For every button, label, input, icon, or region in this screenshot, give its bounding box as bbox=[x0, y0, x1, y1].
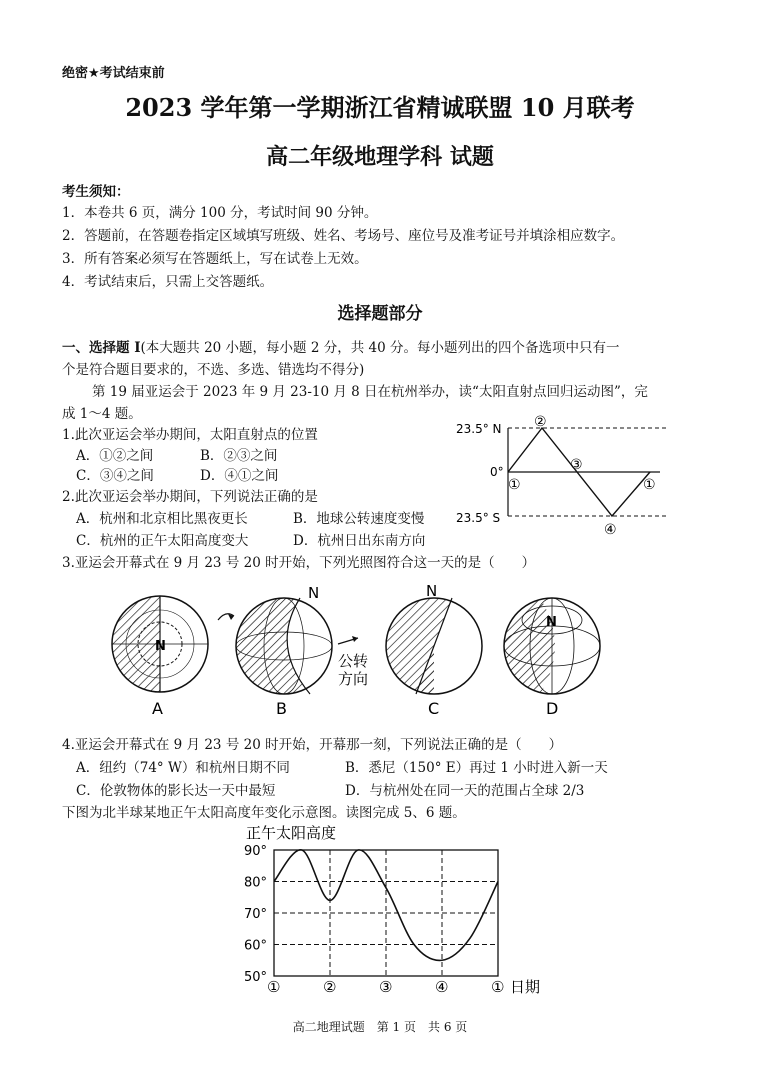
q2-option-b: B．地球公转速度变慢 bbox=[293, 511, 425, 527]
globe-c-north: N bbox=[426, 582, 438, 600]
q4-option-b: B．悉尼（150° E）再过 1 小时进入新一天 bbox=[345, 760, 608, 776]
notice-item: 3．所有答案必须写在答题纸上，写在试卷上无效。 bbox=[62, 251, 368, 267]
q1-option-d: D．④①之间 bbox=[200, 468, 279, 484]
intro-text-2: 成 1～4 题。 bbox=[62, 406, 142, 422]
q4-option-c: C．伦敦物体的影长达一天中最短 bbox=[76, 783, 276, 799]
globe-a-north: N bbox=[155, 639, 166, 654]
part-desc-line2: 个是符合题目要求的，不选、多选、错选均不得分) bbox=[62, 362, 365, 378]
y-tick-label: 90° bbox=[244, 844, 268, 859]
y-tick-label: 80° bbox=[244, 875, 268, 891]
x-tick-label: ③ bbox=[379, 978, 393, 996]
noon-sun-altitude-chart bbox=[236, 822, 566, 1002]
y-tick-label: 50° bbox=[244, 970, 268, 985]
revolution-label-2: 方向 bbox=[338, 670, 369, 688]
point-3: ③ bbox=[570, 457, 583, 473]
part-desc-text: (本大题共 20 小题，每小题 2 分，共 40 分。每小题列出的四个备选项中只有一 bbox=[140, 340, 620, 356]
notice-item: 2．答题前，在答题卷指定区域填写班级、姓名、考场号、座位号及准考证号并填涂相应数字。 bbox=[62, 228, 625, 244]
illumination-figures bbox=[100, 580, 620, 720]
lat-north-label: 23.5° N bbox=[456, 422, 502, 436]
notice-heading: 考生须知： bbox=[62, 184, 130, 200]
globe-a-label: A bbox=[152, 699, 163, 718]
q4-option-d: D．与杭州处在同一天的范围占全球 2/3 bbox=[345, 783, 585, 799]
x-tick-label: ② bbox=[323, 978, 337, 996]
point-1-left: ① bbox=[508, 477, 521, 493]
y-tick-label: 70° bbox=[244, 907, 268, 922]
point-1-right: ① bbox=[643, 477, 656, 493]
globe-d bbox=[504, 598, 620, 694]
q2-option-d: D．杭州日出东南方向 bbox=[293, 533, 426, 549]
q1-option-b: B．②③之间 bbox=[200, 448, 278, 464]
q2-option-c: C．杭州的正午太阳高度变大 bbox=[76, 533, 249, 549]
globe-d-label: D bbox=[546, 699, 559, 718]
point-2: ② bbox=[534, 414, 547, 430]
part-label: 一、选择题 I bbox=[62, 340, 141, 356]
globe-b-label: B bbox=[276, 699, 287, 718]
point-4: ④ bbox=[604, 522, 617, 538]
globe-b-north: N bbox=[308, 584, 320, 602]
chart-xlabel: 日期 bbox=[510, 978, 541, 996]
q1-option-c: C．③④之间 bbox=[76, 468, 154, 484]
q2-option-a: A．杭州和北京相比黑夜更长 bbox=[76, 511, 248, 527]
q1-stem: 1.此次亚运会举办期间，太阳直射点的位置 bbox=[62, 427, 318, 443]
part-description bbox=[62, 336, 619, 356]
q4-stem: 4.亚运会开幕式在 9 月 23 号 20 时开始，开幕那一刻，下列说法正确的是（ ） bbox=[62, 737, 563, 753]
secret-label: 绝密★考试结束前 bbox=[62, 66, 165, 81]
q1-option-a: A．①②之间 bbox=[76, 448, 154, 464]
lat-equator-label: 0° bbox=[490, 465, 504, 479]
section-title: 选择题部分 bbox=[337, 304, 423, 324]
notice-item: 1．本卷共 6 页，满分 100 分，考试时间 90 分钟。 bbox=[62, 205, 378, 221]
x-tick-label: ④ bbox=[435, 978, 449, 996]
notice-item: 4．考试结束后，只需上交答题纸。 bbox=[62, 274, 274, 290]
q3-stem: 3.亚运会开幕式在 9 月 23 号 20 时开始，下列光照图符合这一天的是（ ） bbox=[62, 555, 536, 571]
revolution-label-1: 公转 bbox=[338, 652, 369, 670]
exam-subtitle: 高二年级地理学科 试题 bbox=[266, 144, 494, 170]
globe-b bbox=[236, 598, 340, 694]
chart-title: 正午太阳高度 bbox=[246, 824, 337, 842]
q4-option-a: A．纽约（74° W）和杭州日期不同 bbox=[76, 760, 290, 776]
globe-a bbox=[112, 596, 208, 692]
y-tick-label: 60° bbox=[244, 938, 268, 954]
globe-d-north: N bbox=[546, 615, 557, 630]
lat-south-label: 23.5° S bbox=[456, 511, 501, 525]
x-tick-label: ① bbox=[267, 978, 281, 996]
q2-stem: 2.此次亚运会举办期间，下列说法正确的是 bbox=[62, 489, 318, 505]
x-tick-label: ① bbox=[491, 978, 505, 996]
exam-title: 2023 学年第一学期浙江省精诚联盟 10 月联考 bbox=[125, 93, 635, 122]
q56-intro: 下图为北半球某地正午太阳高度年变化示意图。读图完成 5、6 题。 bbox=[62, 805, 466, 821]
sun-migration-diagram bbox=[450, 410, 680, 540]
page-footer: 高二地理试题 第 1 页 共 6 页 bbox=[292, 1020, 468, 1034]
globe-c-label: C bbox=[428, 699, 440, 718]
globe-c bbox=[386, 598, 482, 694]
intro-text: 第 19 届亚运会于 2023 年 9 月 23-10 月 8 日在杭州举办，读“太阳直射点回归运动图”，完 bbox=[92, 384, 648, 400]
